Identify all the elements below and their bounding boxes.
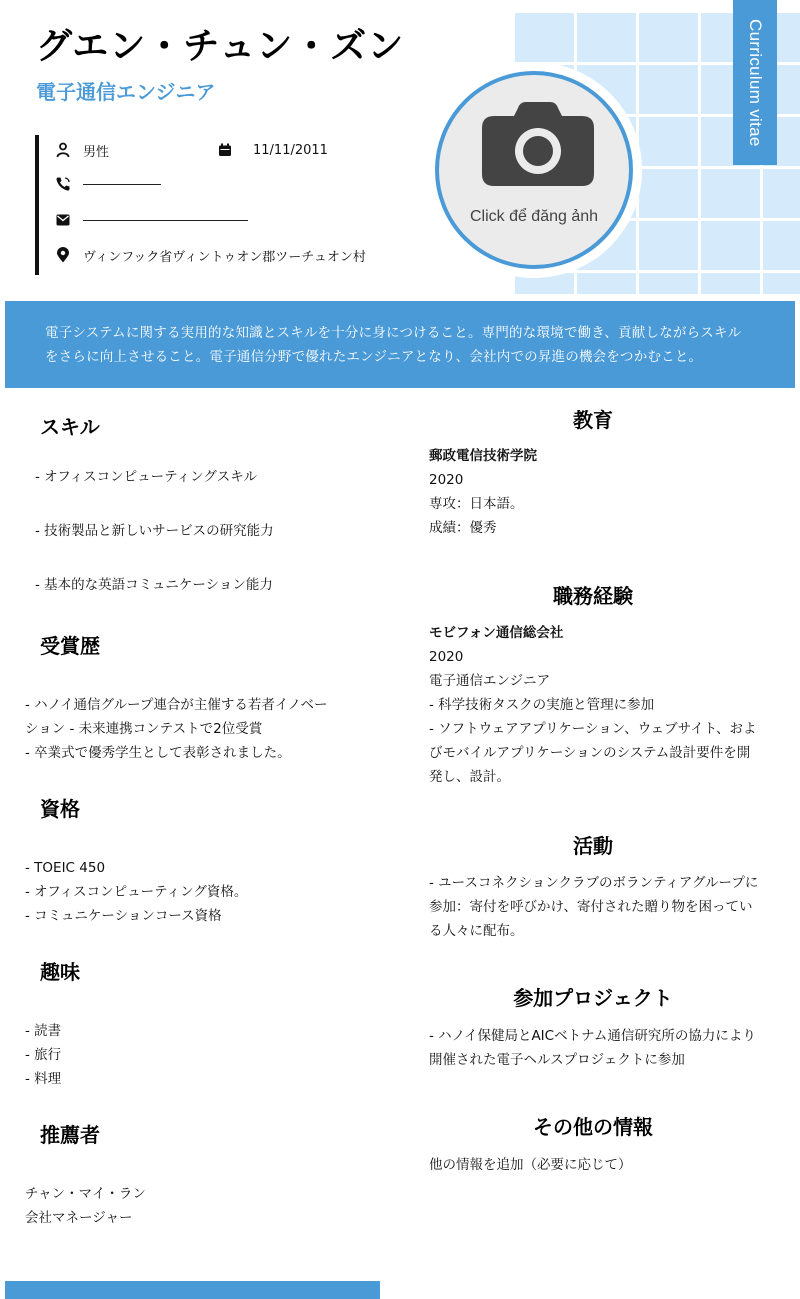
career-objective[interactable] xyxy=(5,301,795,388)
job-title[interactable]: 電子通信エンジニア xyxy=(36,80,216,104)
awards-line: - 卒業式で優秀学生として表彰されました。 xyxy=(25,745,291,761)
project-line: - ハノイ保健局とAICベトナム通信研究所の協力により xyxy=(429,1028,756,1044)
hobby-line: - 読書 xyxy=(25,1023,62,1039)
location-icon xyxy=(53,245,73,265)
gender-value: 男性 xyxy=(83,144,110,160)
awards-content[interactable] xyxy=(25,693,328,765)
experience-content[interactable] xyxy=(429,621,784,789)
skill-item[interactable]: - 基本的な英語コミュニケーション能力 xyxy=(35,577,273,593)
cv-label-tab xyxy=(733,0,777,165)
activities-title: 活動 xyxy=(573,834,613,858)
experience-title: 職務経験 xyxy=(553,584,633,608)
camera-icon xyxy=(480,102,596,188)
education-major: 専攻：日本語。 xyxy=(429,496,524,512)
certificates-content[interactable] xyxy=(25,856,247,928)
skill-item[interactable]: - オフィスコンピューティングスキル xyxy=(35,469,258,485)
references-content[interactable] xyxy=(25,1182,146,1230)
education-year: 2020 xyxy=(429,472,464,488)
candidate-name[interactable]: グエン・チュン・ズン xyxy=(36,26,405,67)
experience-line: - ソフトウェアアプリケーション、ウェブサイト、およ xyxy=(429,721,757,737)
school-name: 郵政電信技術学院 xyxy=(429,448,537,464)
skill-item[interactable]: - 技術製品と新しいサービスの研究能力 xyxy=(35,523,274,539)
activity-line: - ユースコネクションクラブのボランティアグループに xyxy=(429,875,759,891)
address-value: ヴィンフック省ヴィントゥオン郡ツーチュオン村 xyxy=(83,249,366,265)
photo-caption[interactable]: Click để đăng ảnh xyxy=(469,208,599,225)
photo-upload-area[interactable] xyxy=(435,71,633,269)
hobbies-content[interactable] xyxy=(25,1019,61,1091)
other-info-text[interactable]: 他の情報を追加（必要に応じて） xyxy=(429,1157,632,1173)
awards-line: ション - 未来連携コンテストで2位受賞 xyxy=(25,721,263,737)
contact-phone[interactable] xyxy=(53,174,161,194)
hobby-line: - 旅行 xyxy=(25,1047,62,1063)
company-name: モビフォン通信総会社 xyxy=(429,625,564,641)
other-info-title: その他の情報 xyxy=(533,1115,653,1139)
project-line: 開催された電子ヘルスプロジェクトに参加 xyxy=(429,1052,685,1068)
experience-line: 発し、設計。 xyxy=(429,769,510,785)
certificates-title: 資格 xyxy=(40,797,80,821)
footer-accent-bar xyxy=(5,1281,380,1299)
contact-gender[interactable] xyxy=(53,140,109,160)
skills-title: スキル xyxy=(40,415,100,439)
contact-email[interactable] xyxy=(53,210,248,230)
cv-label: Curriculum vitae xyxy=(746,18,765,147)
education-title: 教育 xyxy=(573,408,613,432)
contact-address[interactable] xyxy=(53,245,366,265)
certificate-line: - オフィスコンピューティング資格。 xyxy=(25,884,248,900)
awards-line: - ハノイ通信グループ連合が主催する若者イノベー xyxy=(25,697,328,713)
email-redacted xyxy=(83,220,248,221)
email-icon xyxy=(53,210,73,230)
birthdate-value: 11/11/2011 xyxy=(253,142,328,158)
projects-title: 参加プロジェクト xyxy=(513,986,673,1010)
objective-line-2: をさらに向上させること。電子通信分野で優れたエンジニアとなり、会社内での昇進の機会をつかむこと。 xyxy=(45,349,703,365)
education-grade: 成績：優秀 xyxy=(429,520,497,536)
experience-line: - 科学技術タスクの実施と管理に参加 xyxy=(429,697,655,713)
calendar-icon xyxy=(215,140,235,160)
experience-position: 電子通信エンジニア xyxy=(429,673,551,689)
reference-name: チャン・マイ・ラン xyxy=(25,1186,146,1202)
experience-year: 2020 xyxy=(429,649,464,665)
reference-role: 会社マネージャー xyxy=(25,1210,133,1226)
hobbies-title: 趣味 xyxy=(40,960,80,984)
objective-line-1: 電子システムに関する実用的な知識とスキルを十分に身につけること。専門的な環境で働き、貢献しながらスキル xyxy=(45,325,742,341)
certificate-line: - TOEIC 450 xyxy=(25,860,106,876)
awards-title: 受賞歴 xyxy=(40,634,100,658)
experience-line: びモバイルアプリケーションのシステム設計要件を開 xyxy=(429,745,751,761)
phone-icon xyxy=(53,174,73,194)
projects-content[interactable] xyxy=(429,1024,784,1072)
phone-redacted xyxy=(83,184,161,185)
references-title: 推薦者 xyxy=(40,1123,100,1147)
education-content[interactable] xyxy=(429,444,537,540)
activity-line: る人々に配布。 xyxy=(429,923,524,939)
activities-content[interactable] xyxy=(429,871,784,943)
hobby-line: - 料理 xyxy=(25,1071,62,1087)
contact-birthdate[interactable] xyxy=(215,140,328,160)
certificate-line: - コミュニケーションコース資格 xyxy=(25,908,222,924)
contact-divider xyxy=(35,135,39,275)
activity-line: 参加：寄付を呼びかけ、寄付された贈り物を困ってい xyxy=(429,899,753,915)
person-icon xyxy=(53,140,73,160)
